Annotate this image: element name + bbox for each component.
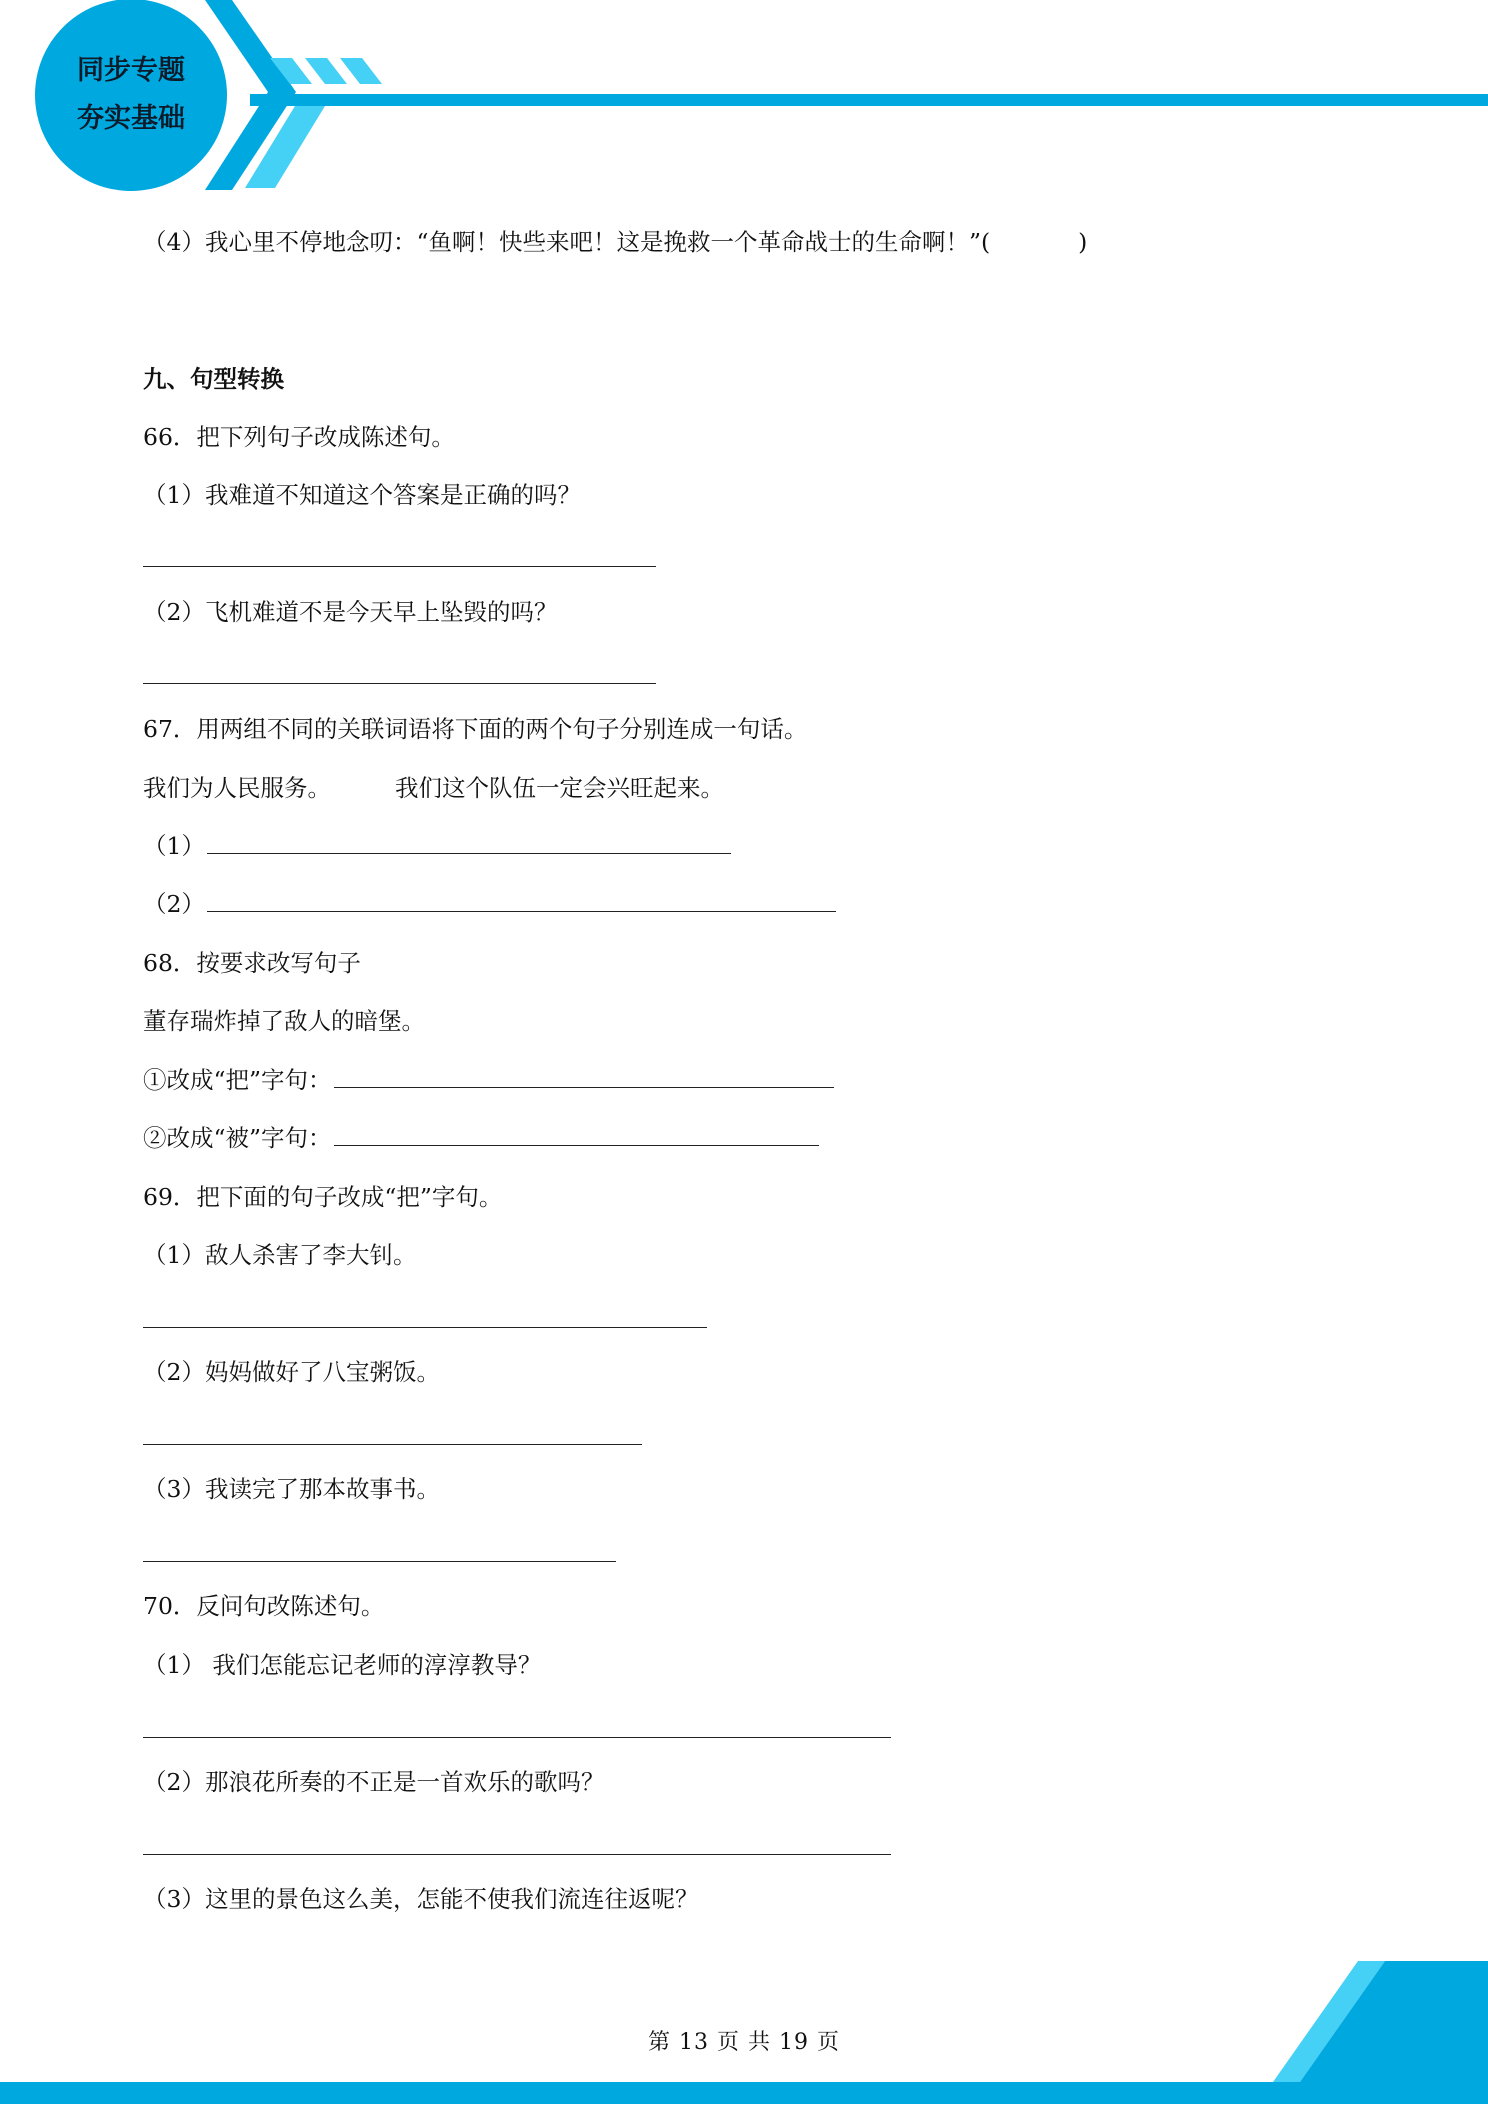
answer-line-69-2[interactable] [143, 1444, 642, 1445]
question-text: （4）我心里不停地念叨：“鱼啊！快些来吧！这是挽救一个革命战士的生命啊！”( [143, 228, 991, 256]
question-70: 70．反问句改陈述句。 [143, 1592, 385, 1620]
question-67-sentences [143, 773, 724, 803]
answer-line-66-1[interactable] [143, 566, 656, 567]
sentence-1: 我们为人民服务。 [143, 774, 331, 802]
answer-line-69-1[interactable] [143, 1327, 707, 1328]
question-68-sentence: 董存瑞炸掉了敌人的暗堡。 [143, 1007, 425, 1035]
header-slash-2 [305, 58, 347, 84]
question-68-1 [143, 1065, 834, 1095]
question-68-2 [143, 1123, 819, 1153]
question-69-3: （3）我读完了那本故事书。 [143, 1475, 440, 1503]
question-70-1: （1） 我们怎能忘记老师的淳淳教导？ [143, 1651, 542, 1679]
item-label: （1） [143, 832, 205, 860]
sentence-2: 我们这个队伍一定会兴旺起来。 [395, 774, 724, 802]
question-70-2: （2）那浪花所奏的不正是一首欢乐的歌吗？ [143, 1768, 605, 1796]
question-67-1 [143, 831, 731, 861]
page-number: 第 13 页 共 19 页 [648, 2030, 840, 2055]
question-66-1: （1）我难道不知道这个答案是正确的吗？ [143, 481, 581, 509]
section-heading: 九、句型转换 [143, 365, 284, 393]
paren-close: ) [1078, 228, 1088, 256]
question-67: 67．用两组不同的关联词语将下面的两个句子分别连成一句话。 [143, 715, 808, 743]
answer-blank-67-2[interactable] [207, 889, 836, 912]
question-69: 69．把下面的句子改成“把”字句。 [143, 1183, 503, 1211]
question-69-1: （1）敌人杀害了李大钊。 [143, 1241, 417, 1269]
header-slash-3 [340, 58, 382, 84]
answer-line-66-2[interactable] [143, 683, 656, 684]
question-prev-4 [143, 227, 1087, 257]
answer-blank-68-1[interactable] [334, 1065, 834, 1088]
footer-stripe [0, 2082, 1488, 2104]
question-70-3: （3）这里的景色这么美，怎能不使我们流连往返呢？ [143, 1885, 699, 1913]
answer-line-70-1[interactable] [143, 1737, 891, 1738]
question-67-2 [143, 889, 836, 919]
item-label: ②改成“被”字句： [143, 1124, 332, 1152]
header-stripe [250, 94, 1488, 106]
answer-line-70-2[interactable] [143, 1854, 891, 1855]
header-badge [36, 0, 226, 190]
answer-blank-67-1[interactable] [207, 831, 731, 854]
answer-line-69-3[interactable] [143, 1561, 616, 1562]
badge-line-2: 夯实基础 [77, 103, 185, 134]
badge-line-1: 同步专题 [77, 55, 185, 86]
question-66-2: （2）飞机难道不是今天早上坠毁的吗？ [143, 598, 558, 626]
question-68: 68．按要求改写句子 [143, 949, 361, 977]
answer-blank-68-2[interactable] [334, 1123, 819, 1146]
question-66: 66．把下列句子改成陈述句。 [143, 423, 455, 451]
item-label: （2） [143, 890, 205, 918]
item-label: ①改成“把”字句： [143, 1066, 332, 1094]
question-69-2: （2）妈妈做好了八宝粥饭。 [143, 1358, 440, 1386]
